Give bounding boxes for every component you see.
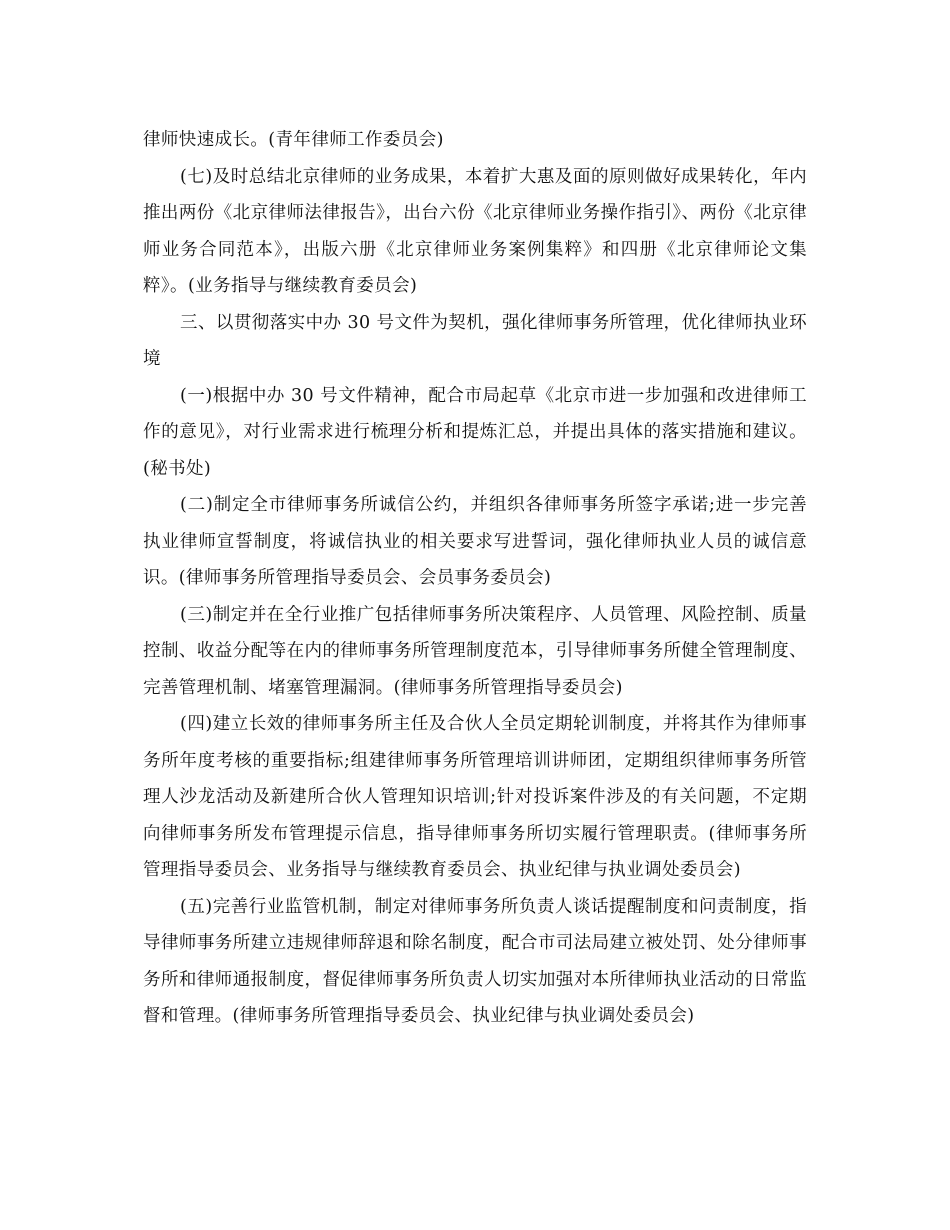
paragraph-item-4: (四)建立长效的律师事务所主任及合伙人全员定期轮训制度，并将其作为律师事务所年度考核的重要指标;组建律师事务所管理培训讲师团，定期组织律师事务所管理人沙龙活动及新建所合伙人管理知识培训;针对投诉案件涉及的有关问题，不定期向律师事务所发布管理提示信息，指导律师事务所切实履行管理职责。(律师事务所管理指导委员会、业务指导与继续教育委员会、执业纪律与执业调处委员会) — [143, 714, 807, 880]
section-heading-3: 三、以贯彻落实中办 30 号文件为契机，强化律师事务所管理，优化律师执业环境 — [143, 312, 807, 369]
paragraph-item-2: (二)制定全市律师事务所诚信公约，并组织各律师事务所签字承诺;进一步完善执业律师宣誓制度，将诚信执业的相关要求写进誓词，强化律师执业人员的诚信意识。(律师事务所管理指导委员会、会员事务委员会) — [143, 495, 807, 588]
paragraph-item-1: (一)根据中办 30 号文件精神，配合市局起草《北京市进一步加强和改进律师工作的意见》，对行业需求进行梳理分析和提炼汇总，并提出具体的落实措施和建议。(秘书处) — [143, 385, 807, 479]
paragraph-item-3: (三)制定并在全行业推广包括律师事务所决策程序、人员管理、风险控制、质量控制、收益分配等在内的律师事务所管理制度范本，引导律师事务所健全管理制度、完善管理机制、堵塞管理漏洞。(律师事务所管理指导委员会) — [143, 604, 807, 698]
paragraph-item-5: (五)完善行业监管机制，制定对律师事务所负责人谈话提醒制度和问责制度，指导律师事务所建立违规律师辞退和除名制度，配合市司法局建立被处罚、处分律师事务所和律师通报制度，督促律师事务所负责人切实加强对本所律师执业活动的日常监督和管理。(律师事务所管理指导委员会、执业纪律与执业调处委员会) — [143, 896, 807, 1026]
paragraph-continuation: 律师快速成长。(青年律师工作委员会) — [143, 130, 444, 150]
paragraph-item-7: (七)及时总结北京律师的业务成果，本着扩大惠及面的原则做好成果转化，年内推出两份《北京律师法律报告》，出台六份《北京律师业务操作指引》、两份《北京律师业务合同范本》，出版六册《北京律师业务案例集粹》和四册《北京律师论文集粹》。(业务指导与继续教育委员会) — [143, 166, 807, 296]
